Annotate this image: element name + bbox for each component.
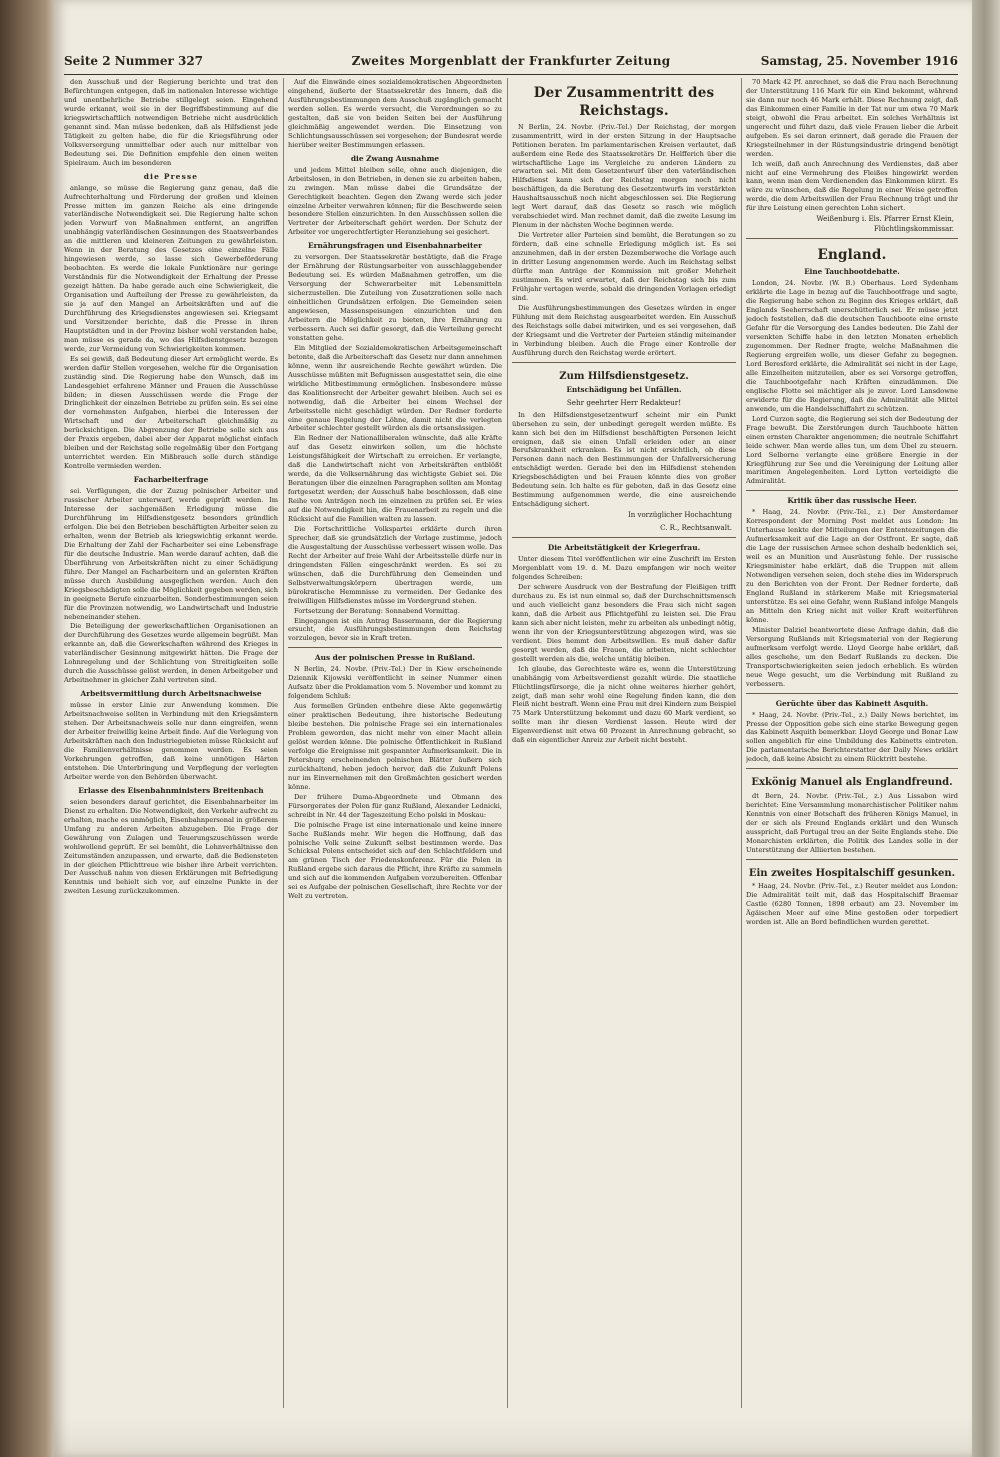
article-text: London, 24. Novbr. (W. B.) Oberhaus. Lord Sydenham erklärte die Lage in bezug auf die Tauchbootfrage und sagte, die Regierung habe schon zu Beginn des Krieges erklärt, daß Englands Seeherrschaft unerschütterlich sei. Er müsse jetzt jedoch feststellen, daß die deutschen Tauchboote eine ernste Gefahr für die Versorgung des Landes bedeuten. Die Zahl der versenkten Schiffe habe in den letzten Monaten erheblich zugenommen. Der Redner fragte, welche Maßnahmen die Regierung ergreifen wolle, um dieser Gefahr zu begegnen. Lord Beresford erklärte, die Admiralität sei nicht in der Lage, alle Einzelheiten mitzuteilen, aber es sei Vorsorge getroffen, die Tauchbootgefahr nach Kräften einzudämmen. Die englische Flotte sei mächtiger als je zuvor. Lord Lansdowne erwiderte für die Regierung, daß die Admiralität alle Mittel anwende, um die Handelsschiffahrt zu schützen.: [746, 279, 958, 413]
column-divider: [283, 78, 284, 1408]
column-1: [64, 78, 278, 1408]
article-text: den Ausschuß und der Regierung berichte und trat den Befürchtungen entgegen, daß im nationalen Interesse wichtige und unentbehrliche Betriebe stillgelegt seien. Eingehend wurde erkannt, weil sie in der Begriffsbestimmung auf die kriegswirtschaftlich notwendigen Betriebe nicht ausdrücklich genannt sind. Man müsse bedenken, daß als Hilfsdienst jede Tätigkeit zu gelten habe, die für die Kriegsführung oder Volksversorgung unmittelbar oder auch nur mittelbar von Bedeutung sei. Die Definition empfehle den einen weiten Spielraum. Auch im besonderen: [64, 78, 278, 167]
article-subtitle: Eine Tauchbootdebatte.: [804, 266, 900, 276]
article-subtitle: Entschädigung bei Unfällen.: [566, 385, 682, 395]
article-text: Die Ausführungsbestimmungen des Gesetzes würden in enger Fühlung mit dem Reichstag ausgearbeitet werden. Ein Ausschuß des Reichstags solle dabei mitwirken, und es sei vorgesehen, daß der Kriegsamt und die Vertreter der Parteien ständig miteinander in Verbindung bleiben. Auch die Frage einer Kontrolle der Ausführung durch den Reichstag werde erörtert.: [512, 303, 736, 357]
article-title: Aus der polnischen Presse in Rußland.: [314, 653, 476, 663]
issue-date: Samstag, 25. November 1916: [760, 54, 958, 68]
article-text: Ich weiß, daß auch Anrechnung des Verdienstes, daß aber nicht auf eine Vermehrung des Fleißes hingewirkt werden kann, wenn man dem Verdienenden das Einkommen kürzt. Es wäre zu wünschen, daß die Regelung in einer Weise getroffen werde, die dem Arbeitswillen der Frau Rechnung trägt und ihr für ihre Leistung einen gerechten Lohn sichert.: [746, 159, 958, 213]
article-text: Die Vertreter aller Parteien sind bemüht, die Beratungen so zu fördern, daß eine schnelle Erledigung möglich ist. Es sei anzunehmen, daß in der ersten Dezemberwoche die Vorlage auch in dritter Lesung angenommen werde. Auch im Reichstag selbst dürfte man Anträge der Kommission mit großer Mehrheit zustimmen. Es wird erwartet, daß der Reichstag sich bis zum Frühjahr vertagen werde, sobald die dringenden Vorlagen erledigt sind.: [512, 231, 736, 302]
article-text: Der frühere Duma-Abgeordnete und Obmann des Fürsorgerates der Polen für ganz Rußland, Alexander Lednicki, schreibt in Nr. 44 der Tageszeitung Echo polski in Moskau:: [288, 792, 502, 819]
article-text: Unter diesem Titel veröffentlichen wir eine Zuschrift im Ersten Morgenblatt vom 19. d. M. Dazu empfangen wir noch weiter folgendes Schreiben:: [512, 555, 736, 582]
article-text: N Berlin, 24. Novbr. (Priv.-Tel.) Der in Kiew erscheinende Dziennik Kijowski veröffentlicht in seiner Nummer einen Aufsatz über die Proklamation vom 5. November und kommt zu folgendem Schluß:: [288, 665, 502, 701]
letter-signature: C. R., Rechtsanwalt.: [660, 523, 732, 532]
article-text: N Berlin, 24. Novbr. (Priv.-Tel.) Der Reichstag, der morgen zusammentritt, wird in der ersten Sitzung in der Hauptsache Petitionen beraten. Im parlamentarischen Kreisen verlautet, daß außerdem eine Rede des Staatssekretärs Dr. Helfferich über die wirtschaftliche Lage im Vergleiche zu anderen Ländern zu erwarten sei. Mit dem Gesetzentwurf über den vaterländischen Hilfsdienst kann sich der Reichstag morgen noch nicht beschäftigen, da die Beratung des Gesetzentwurfs im verstärkten Haushaltsausschuß noch nicht abgeschlossen sei. Die Regierung legt Wert darauf, daß das Gesetz so rasch wie möglich verabschiedet wird. Man rechnet damit, daß die zweite Lesung im Plenum in der nächsten Woche beginnen werde.: [512, 122, 736, 230]
letter-signature: Weißenburg i. Els. Pfarrer Ernst Klein, Flüchtlingskommissar.: [816, 215, 954, 233]
article-hilfsdienst: [512, 362, 736, 534]
page-bottom-shade: [54, 1417, 972, 1457]
article-text: zu versorgen. Der Staatssekretär bestätigte, daß die Frage der Ernährung der Rüstungsarbeiter von ausschlaggebender Bedeutung sei. Es würden Maßnahmen getroffen, um die Versorgung der Schwerarbeiter mit Lebensmitteln sicherzustellen. Die Zuteilung von Zusatzrationen solle nach einheitlichen Grundsätzen erfolgen. Die Gemeinden seien angewiesen, Massenspeisungen einzurichten und den Arbeitern die Möglichkeit zu bieten, ihre Ernährung zu verbessern. Auch sei dafür gesorgt, daß die Verteilung gerecht vonstatten gehe.: [288, 253, 502, 342]
article-text: Es sei gewiß, daß Bedeutung dieser Art ermöglicht werde. Es werden dafür Stellen vorgesehen, welche für die Organisation zuständig sind. Die Regierung habe den Wunsch, daß im Landesgebiet erfahrene Männer und Frauen die Ausschüsse bilden; in diesen Ausschüssen werde die Frage der Dringlichkeit der einzelnen Betriebe zu prüfen sein. Es sei eine der vornehmsten Aufgaben, hierbei die Interessen der Wirtschaft und der Arbeiterschaft gleichmäßig zu berücksichtigen. Die Abgrenzung der Betriebe solle sich aus der Praxis ergeben, dabei aber der Apparat möglichst einfach bleiben und der Reichstag solle regelmäßig über den Fortgang unterrichtet werden. Ein Mißbrauch solle durch ständige Kontrolle vermieden werden.: [64, 354, 278, 471]
letter-closing: In vorzüglicher Hochachtung: [628, 511, 732, 520]
article-title: Der Zusammentritt des Reichstags.: [533, 85, 715, 120]
article-text: und jedem Mittel bleiben solle, ohne auch diejenigen, die Arbeitslosen, in den Betrieben, in denen sie zu arbeiten haben, zu zwingen. Man müsse dabei die Grundsätze der Gerechtigkeit beachten. Gegen den Zwang werde sich jeder einzelne Arbeiter verwahren können; für die Beschwerde seien besondere Stellen einzurichten. In den Ausschüssen sollen die Vertreter der Arbeiterschaft gehört werden. Der Schutz der Arbeiter vor ungerechtfertigter Heranziehung sei gesichert.: [288, 165, 502, 237]
article-text: Ich glaube, das Gerechteste wäre es, wenn die Unterstützung unabhängig vom Arbeitsverdienst gezahlt würde. Die staatliche Flüchtlingsfürsorge, die ja nicht ohne weiteres hierher gehört, zeigt, daß man sehr wohl eine Regelung finden kann, die den Fleiß nicht bestraft. Wenn eine Frau mit drei Kindern zum Beispiel 75 Mark Unterstützung bekommt und dazu 60 Mark verdient, so sollte man ihr diesen Verdienst lassen. Heute wird der Eigenverdienst mit etwa 60 Prozent in Anrechnung gebracht, so daß ein eigentlicher Anreiz zur Arbeit nicht besteht.: [512, 664, 736, 745]
article-title: Ein zweites Hospitalschiff gesunken.: [748, 867, 956, 879]
article-title: Exkönig Manuel als Englandfreund.: [751, 777, 953, 789]
article-text: Ein Redner der Nationalliberalen wünschte, daß alle Kräfte auf das Gesetz einwirken sollen, um die höchste Leistungsfähigkeit der Wirtschaft zu erreichen. Er verlangte, daß die Landwirtschaft nicht von Arbeitskräften entblößt werde, da die Volksernährung das wichtigste Gebiet sei. Die Beratungen über die einzelnen Paragraphen sollten am Montag fortgesetzt werden; der Ausschuß habe beschlossen, daß eine Reihe von Anträgen noch im einzelnen zu prüfen sei. Er wies auf die Notwendigkeit hin, die Frauenarbeit zu regeln und die Rücksicht auf die Familien walten zu lassen.: [288, 434, 502, 524]
book-binding: [0, 0, 54, 1457]
article-text: Die Fortschrittliche Volkspartei erklärte durch ihren Sprecher, daß sie grundsätzlich der Vorlage zustimme, jedoch die Ausgestaltung der Ausschüsse verbessert wissen wolle. Das Recht der Arbeiter auf freie Wahl der Arbeitsstelle dürfe nur in dringendsten Fällen eingeschränkt werden. Es sei zu wünschen, daß die Durchführung den Gemeinden und Selbstverwaltungskörpern übertragen werde, um bürokratische Hemmnisse zu vermeiden. Der Gedanke des freiwilligen Hilfsdienstes müsse im Vordergrund stehen.: [288, 524, 502, 605]
article-text: Die polnische Frage ist eine internationale und keine innere Sache Rußlands mehr. Wir hegen die Hoffnung, daß das polnische Volk seine Zukunft selbst bestimmen werde. Das Schicksal Polens entscheidet sich auf den Schlachtfeldern und am grünen Tisch der Friedenskonferenz. Für die Polen in Rußland ergebe sich daraus die Pflicht, ihre Kräfte zu sammeln und sich auf die kommenden Aufgaben vorzubereiten. Offenbar sei es Aufgabe der polnischen Gesellschaft, ihre Rechte vor der Welt zu vertreten.: [288, 820, 502, 901]
column-2: [288, 78, 502, 1408]
article-polish-press: [288, 647, 502, 901]
article-text: sei. Verfügungen, die der Zuzug polnischer Arbeiter und russischer Arbeiter unterwarf, werde geprüft werden. Im Interesse der sachgemäßen Erledigung müsse die Durchführung im Hilfsdienstgesetz besonders gründlich erfolgen. Die bei den Betrieben beschäftigten Arbeiter seien zu erhalten, wenn der Betrieb als kriegswichtig erkannt werde. Die Erhaltung der Zahl der Facharbeiter sei eine Lebensfrage für die deutsche Industrie. Man werde darauf achten, daß die Überführung von Arbeitskräften nicht zu einer Schädigung führe. Der Mangel an Facharbeitern und an gelernten Kräften müsse durch Ausbildung ausgeglichen werden. Auch den Kriegsbeschädigten solle die Möglichkeit gegeben werden, sich in geeignete Berufe einzuarbeiten. Sonderbestimmungen seien für die Provinzen notwendig, wo Landwirtschaft und Industrie nebeneinander stehen.: [64, 487, 278, 621]
column-4: [746, 78, 958, 1408]
article-england: [746, 238, 958, 486]
article-text: seien besonders darauf gerichtet, die Eisenbahnarbeiter im Dienst zu erhalten. Die Notwendigkeit, den Verkehr aufrecht zu erhalten, mache es unmöglich, Eisenbahnpersonal in größerem Umfang zu anderen Arbeiten abzugeben. Die Frage der Gewährung von Zulagen und Teuerungszuschüssen werde wohlwollend geprüft. Er sei bemüht, die Lohnverhältnisse den Zeitumständen anzupassen, und erwarte, daß die Bediensteten in der gleichen Pflichttreue wie bisher ihre Arbeit verrichten. Der Ausschuß nahm von diesen Erklärungen mit Befriedigung Kenntnis und behielt sich vor, auf einzelne Punkte in der zweiten Lesung zurückzukommen.: [64, 797, 278, 896]
section-heading: Arbeitsvermittlung durch Arbeitsnachweise: [80, 689, 262, 699]
article-text: Ein Mitglied der Sozialdemokratischen Arbeitsgemeinschaft betonte, daß die Arbeiterschaft das Gesetz nur dann annehmen könne, wenn ihr ausreichende Rechte gewährt würden. Die Ausschüsse müßten mit Befugnissen ausgestattet sein, die eine wirkliche Mitbestimmung ermöglichen. Insbesondere müsse das Koalitionsrecht der Arbeiter gewahrt bleiben. Auch sei es notwendig, daß die Arbeiter bei einem Wechsel der Arbeitsstelle nicht geschädigt würden. Der Redner forderte eine genaue Regelung der Löhne, damit nicht die verlegten Arbeiter schlechter gestellt würden als die ortsansässigen.: [288, 343, 502, 433]
article-text: Der schwere Ausdruck von der Bestrafung der Fleißigen trifft durchaus zu. Es ist nun einmal so, daß der Durchschnittsmensch und auch vielleicht ganz besonders die Frau sich nicht sagen kann, daß die Arbeit aus Pflichtgefühl zu leisten sei. Die Frau kann sich aber nicht leisten, mehr zu arbeiten als unbedingt nötig, wenn ihr von der Kriegsunterstützung abgezogen wird, was sie verdient. Dies hemmt den Arbeitswillen. Es muß daher dafür gesorgt werden, daß die Frauen, die arbeiten, nicht schlechter gestellt werden als die, welche untätig bleiben.: [512, 583, 736, 663]
column-divider: [741, 78, 742, 1408]
article-text: anlange, so müsse die Regierung ganz genau, daß die Aufrechterhaltung und Förderung der großen und kleinen Presse mitten im ganzen Reiche als eine dringende vaterländische Notwendigkeit sei. Die Regierung halte schon jeden Vorwurf von Maßnahmen entfernt, an angriffen unabhängig vaterländischen Gesinnungen des Staatsverbandes an die mittleren und kleineren Zeitungen zu gewährleisten. Wenn in der Beratung des Gesetzes eine einzelne Fälle hingewiesen werde, so lasse sich Gewerbeförderung beobachten. Es werde die lokale Funktionäre nur geringe Verständnis für die Notwendigkeit der Erhaltung der Presse gezeigt hätten. Da habe gerade auch eine Schwierigkeit, die Organisation und Aufteilung der Presse zu gewährleisten, da sie ja auf den Mangel an Arbeitskräften und auf die Durchführung des Kriegsdienstes angewiesen sei. Kriegsamt und Vorsitzender berichte, daß die Presse in ihren Hauptstädten und in der Provinz bisher wohl verstanden habe, man müsse es gerade da, wo das Hilfsdienstgesetz bezogen werde, zur Vermeidung von Schwierigkeiten kommen.: [64, 183, 278, 353]
article-hospital-ship: [746, 859, 958, 927]
article-title: Die Arbeitstätigkeit der Kriegerfrau.: [547, 543, 701, 553]
article-text: 70 Mark 42 Pf. anrechnet, so daß die Frau nach Berechnung der Unterstützung 116 Mark für ein Kind bekommt, während sie dann nur noch 46 Mark erhält. Diese Rechnung zeigt, daß das Einkommen einer Familie in der Tat nur um etwa 70 Mark steigt, obwohl die Frau arbeitet. Ein solches Verhältnis ist ungerecht und führt dazu, daß viele Frauen lieber die Arbeit aufgeben. Es sei daran erinnert, daß gerade die Frauen der Kriegsteilnehmer in der Rüstungsindustrie dringend benötigt werden.: [746, 78, 958, 158]
article-text: dt Bern, 24. Novbr. (Priv.-Tel., z.) Aus Lissabon wird berichtet: Eine Versammlung monarchistischer Politiker nahm Kenntnis von einer Botschaft des früheren Königs Manuel, in der er sich als Freund Englands erklärt und den Wunsch ausspricht, daß Portugal treu an der Seite Englands stehe. Die Monarchisten erklärten, die Politik des Landes solle in der Unterstützung der Alliierten bestehen.: [746, 791, 958, 854]
article-asquith: [746, 693, 958, 765]
article-text: Lord Curzon sagte, die Regierung sei sich der Bedeutung der Frage bewußt. Die Zerstörungen durch Tauchboote hätten einen ernsten Charakter angenommen; die neutrale Schiffahrt leide schwer. Man werde alles tun, um dem Übel zu steuern. Lord Selborne verlangte eine größere Energie in der Kriegführung zur See und die Vereinigung der Leitung aller maritimen Angelegenheiten. Lord Lytton verteidigte die Admiralität.: [746, 414, 958, 486]
page-number: Seite 2 Nummer 327: [64, 54, 204, 68]
article-title: England.: [817, 247, 887, 264]
column-3: [512, 78, 736, 1408]
column-divider: [507, 78, 508, 1408]
section-heading: Ernährungsfragen und Eisenbahnarbeiter: [308, 241, 482, 251]
section-heading: Erlasse des Eisenbahnministers Breitenbach: [78, 785, 264, 795]
article-text: Die Beteiligung der gewerkschaftlichen Organisationen an der Durchführung des Gesetzes wurde allgemein begrüßt. Man erkannte an, daß die Gewerkschaften während des Krieges in vaterländischer Gesinnung mitgewirkt hätten. Die Frage der Lohnregelung und der Schlichtung von Streitigkeiten solle durch die Ausschüsse gelöst werden, in denen Arbeitgeber und Arbeitnehmer in gleicher Zahl vertreten sind.: [64, 622, 278, 685]
article-text: In den Hilfsdienstgesetzentwurf scheint mir ein Punkt übersehen zu sein, der unbedingt geregelt werden müßte. Es kann sich bei den im Hilfsdienst beschäftigten Personen leicht ereignen, daß sie einen Unfall erleiden oder an einer Berufskrankheit erkranken. Es ist nicht ersichtlich, ob diese Personen dann nach den Bestimmungen der Unfallversicherung entschädigt werden. Gerade bei den im Hilfsdienst stehenden Kriegsbeschädigten und bei Frauen könnte dies von großer Bedeutung sein. Ich halte es für geboten, daß in das Gesetz eine Bestimmung aufgenommen werde, die eine ausreichende Entschädigung sichert.: [512, 410, 736, 509]
article-text: Aus formellen Gründen entbehre diese Akte gegenwärtig einer praktischen Bedeutung, ihre historische Bedeutung bleibe bestehen. Die polnische Frage sei ein internationales Problem geworden, das nicht mehr von einer Macht allein gelöst werden könne. Die polnische Öffentlichkeit in Rußland verfolge die Ereignisse mit gespannter Aufmerksamkeit. Die in Petersburg erscheinenden polnischen Blätter äußern sich zurückhaltend, heben jedoch hervor, daß die Zukunft Polens nur im Einvernehmen mit den Großmächten gesichert werden könne.: [288, 702, 502, 791]
header-rule: [64, 74, 958, 75]
article-russian-army: [746, 490, 958, 688]
article-text: Eingegangen ist ein Antrag Bassermann, der die Regierung ersucht, die Ausführungsbestimmungen dem Reichstag vorzulegen, bevor sie in Kraft treten.: [288, 616, 502, 643]
article-title: Gerüchte über das Kabinett Asquith.: [775, 698, 929, 708]
section-heading: die Zwang Ausnahme: [350, 153, 440, 163]
article-title: Zum Hilfsdienstgesetz.: [559, 370, 689, 382]
article-kriegerfrau: [512, 537, 736, 745]
article-manuel: [746, 768, 958, 854]
article-text: * Haag, 24. Novbr. (Priv.-Tel., z.) Daily News berichtet, im Presse der Opposition gebe sich eine starke Bewegung gegen das Kabinett Asquith bemerkbar. Lloyd George und Bonar Law sollen angeblich für eine Umbildung des Kabinetts eintreten. Die parlamentarische Berichterstatter der Daily News erklärt jedoch, daß keine Absicht zu einem Rücktritt bestehe.: [746, 710, 958, 764]
article-text: müsse in erster Linie zur Anwendung kommen. Die Arbeitsnachweise sollten in Verbindung mit den Kriegsämtern stehen. Der Arbeitsnachweis solle nur dann eingreifen, wenn der Arbeiter freiwillig keine Arbeit finde. Auf die Verlegung von Arbeitskräften nach den Industriegebieten müsse Rücksicht auf die Familienverhältnisse genommen werden. Es seien Vorkehrungen getroffen, daß keine unnötigen Härten entstehen. Die Unterbringung und Verpflegung der verlegten Arbeiter werde von den Behörden überwacht.: [64, 701, 278, 781]
page-stack-edge: [972, 0, 1000, 1457]
masthead: Zweites Morgenblatt der Frankfurter Zeitung: [351, 54, 671, 68]
section-heading: Facharbeiterfrage: [133, 475, 209, 485]
section-heading: die Presse: [143, 171, 199, 181]
newspaper-page: [54, 0, 972, 1457]
article-title: Kritik über das russische Heer.: [787, 496, 917, 506]
article-text: * Haag, 24. Novbr. (Priv.-Tel., z.) Der Amsterdamer Korrespondent der Morning Post meldet aus London: Im Unterhause lenkte der Mitteilungen der Ententezeitungen die Aufmerksamkeit auf die Lage an der Ostfront. Er sagte, daß die Lage der russischen Armee schon deshalb bedenklich sei, weil es an Munition und Ausrüstung fehle. Der russische Kriegsminister habe erklärt, daß die Truppen mit allem Notwendigen versehen seien, doch stehe dies im Widerspruch zu den Berichten von der Front. Der Redner forderte, daß England Rußland in stärkerem Maße mit Kriegsmaterial unterstütze. Es sei eine Gefahr, wenn Rußland infolge Mangels an Mitteln den Krieg nicht mit voller Kraft weiterführen könne.: [746, 508, 958, 624]
article-text: Auf die Einwände eines sozialdemokratischen Abgeordneten eingehend, äußerte der Staatssekretär des Innern, daß die Ausführungsbestimmungen dem Ausschuß zugänglich gemacht werden sollen. Es werde versucht, die Verordnungen so zu gestalten, daß sie von beiden Seiten bei der Ausführung gleichmäßig angewendet werden. Die Einsetzung von Schlichtungsausschüssen sei vorgesehen; der Bundesrat werde hierüber weiter Bestimmungen erlassen.: [288, 78, 502, 149]
article-text: Fortsetzung der Beratung: Sonnabend Vormittag.: [294, 606, 460, 615]
article-text: Minister Dalziel beantwortete diese Anfrage dahin, daß die Versorgung Rußlands mit Kriegsmaterial von der Regierung aufmerksam verfolgt werde. Lloyd George habe erklärt, daß alles geschehe, um den Bedarf Rußlands zu decken. Die Transportschwierigkeiten seien jedoch erheblich. Es würden neue Wege gesucht, um die Verbindung mit Rußland zu verbessern.: [746, 625, 958, 688]
article-text: * Haag, 24. Novbr. (Priv.-Tel., z.) Reuter meldet aus London: Die Admiralität teilt mit, daß das Hospitalschiff Braemar Castle (6280 Tonnen, 1898 erbaut) am 23. November im Ägäischen Meer auf eine Mine gestoßen oder torpediert worden ist. Alle an Bord befindlichen wurden gerettet.: [746, 882, 958, 926]
letter-salutation: Sehr geehrter Herr Redakteur!: [566, 397, 682, 407]
page-header: [64, 54, 958, 74]
